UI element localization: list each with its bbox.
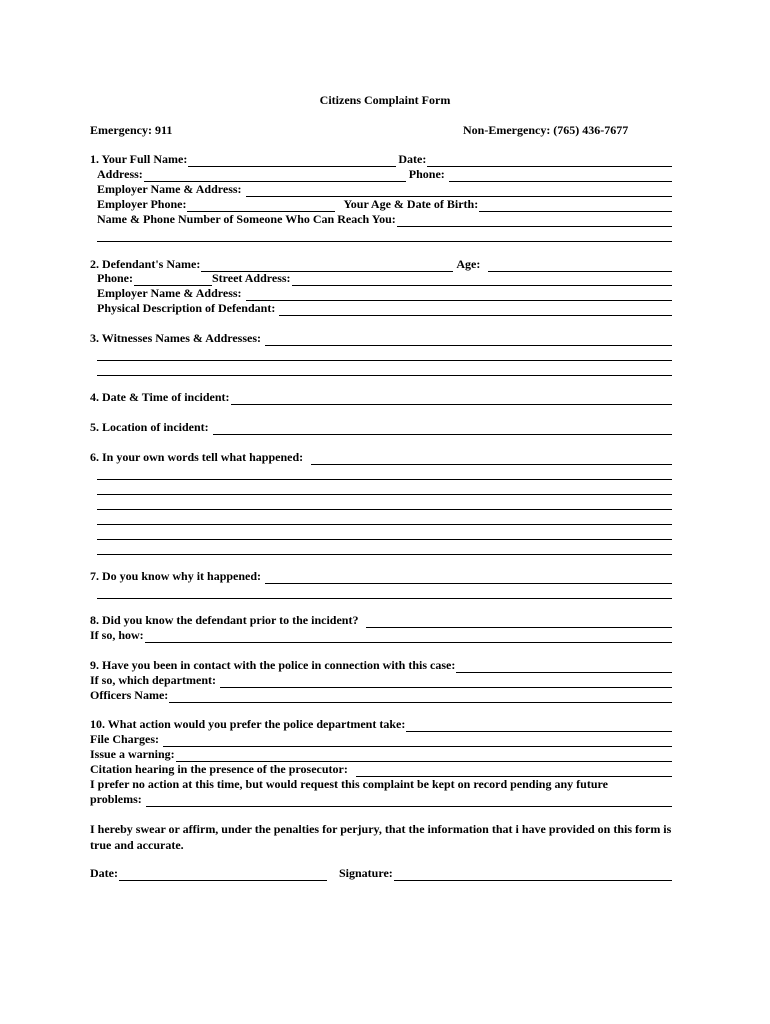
- defendant-name-label: 2. Defendant's Name:: [90, 257, 201, 271]
- own-words-row: [90, 450, 672, 465]
- why-row: [90, 569, 672, 584]
- own-words-extra-field-3[interactable]: [97, 498, 672, 510]
- signature-label: Signature:: [338, 866, 393, 880]
- own-words-extra-field-6[interactable]: [97, 543, 672, 555]
- reach-extra-row: [97, 227, 672, 242]
- physical-description-row: [97, 301, 672, 316]
- emergency-number: Emergency: 911: [90, 123, 173, 137]
- footer-date-label: Date:: [90, 866, 118, 880]
- defendant-phone-label: Phone:: [97, 271, 133, 285]
- witnesses-extra-field-1[interactable]: [97, 349, 672, 361]
- witnesses-label: 3. Witnesses Names & Addresses:: [90, 331, 262, 345]
- address-label: Address:: [97, 167, 143, 181]
- why-extra-row: [97, 584, 672, 599]
- file-charges-field[interactable]: [163, 735, 672, 747]
- why-extra-field[interactable]: [97, 587, 672, 599]
- witnesses-row: [90, 331, 672, 346]
- signature-row: [90, 866, 672, 881]
- date-field[interactable]: [427, 155, 672, 167]
- own-words-label: 6. In your own words tell what happened:: [90, 450, 304, 464]
- witnesses-field[interactable]: [265, 334, 672, 346]
- preferred-action-field[interactable]: [406, 720, 672, 732]
- knew-defendant-row: [90, 613, 672, 628]
- address-row: [97, 167, 672, 182]
- file-charges-label: File Charges:: [90, 732, 159, 746]
- full-name-label: 1. Your Full Name:: [90, 152, 188, 166]
- citation-row: [90, 762, 672, 777]
- location-row: [90, 420, 672, 435]
- employer-phone-field[interactable]: [187, 200, 335, 212]
- warning-field[interactable]: [176, 750, 672, 762]
- affirmation-statement: I hereby swear or affirm, under the penalties for perjury, that the information that i have provided on this form is true and accurate.: [90, 822, 672, 852]
- date-label: Date:: [398, 152, 427, 166]
- defendant-employer-field[interactable]: [246, 289, 672, 301]
- full-name-row: [90, 152, 672, 167]
- date-time-label: 4. Date & Time of incident:: [90, 390, 230, 404]
- signature-field[interactable]: [394, 869, 672, 881]
- department-label: If so, which department:: [90, 673, 216, 687]
- defendant-employer-row: [97, 286, 672, 301]
- witnesses-extra-field-2[interactable]: [97, 364, 672, 376]
- own-words-extra-row-4: [97, 510, 672, 525]
- employer-field[interactable]: [246, 185, 672, 197]
- reach-extra-field[interactable]: [97, 230, 672, 242]
- officers-field[interactable]: [169, 691, 672, 703]
- how-label: If so, how:: [90, 628, 144, 642]
- how-row: [90, 628, 672, 643]
- why-label: 7. Do you know why it happened:: [90, 569, 262, 583]
- street-address-field[interactable]: [292, 274, 672, 286]
- own-words-extra-field-5[interactable]: [97, 528, 672, 540]
- problems-row: [90, 792, 672, 807]
- citation-label: Citation hearing in the presence of the prosecutor:: [90, 762, 348, 776]
- witnesses-extra-row-1: [97, 346, 672, 361]
- preferred-action-row: [90, 717, 672, 732]
- employer-row: [97, 182, 672, 197]
- employer-phone-row: [97, 197, 672, 212]
- no-action-row: [90, 777, 672, 792]
- age-dob-field[interactable]: [479, 200, 672, 212]
- phone-field[interactable]: [449, 170, 672, 182]
- problems-field[interactable]: [146, 795, 672, 807]
- police-contact-label: 9. Have you been in contact with the police in connection with this case:: [90, 658, 456, 672]
- defendant-name-row: [90, 257, 672, 272]
- street-address-label: Street Address:: [212, 271, 291, 285]
- location-label: 5. Location of incident:: [90, 420, 209, 434]
- file-charges-row: [90, 732, 672, 747]
- reach-row: [97, 212, 672, 227]
- problems-label: problems:: [90, 792, 142, 806]
- own-words-extra-row-6: [97, 540, 672, 555]
- warning-label: Issue a warning:: [90, 747, 175, 761]
- own-words-extra-row-1: [97, 465, 672, 480]
- knew-defendant-field[interactable]: [366, 616, 672, 628]
- full-name-field[interactable]: [188, 155, 396, 167]
- witnesses-extra-row-2: [97, 361, 672, 376]
- officers-row: [90, 688, 672, 703]
- department-field[interactable]: [220, 676, 672, 688]
- date-time-row: [90, 390, 672, 405]
- own-words-field[interactable]: [311, 453, 672, 465]
- no-action-label: I prefer no action at this time, but would request this complaint be kept on record pending any future: [90, 777, 608, 791]
- own-words-extra-row-3: [97, 495, 672, 510]
- reach-label: Name & Phone Number of Someone Who Can Reach You:: [97, 212, 396, 226]
- employer-label: Employer Name & Address:: [97, 182, 242, 196]
- non-emergency-number: Non-Emergency: (765) 436-7677: [463, 123, 629, 137]
- date-time-field[interactable]: [231, 393, 672, 405]
- knew-defendant-label: 8. Did you know the defendant prior to the incident?: [90, 613, 359, 627]
- physical-description-label: Physical Description of Defendant:: [97, 301, 276, 315]
- own-words-extra-field-1[interactable]: [97, 468, 672, 480]
- reach-field[interactable]: [397, 215, 672, 227]
- own-words-extra-field-4[interactable]: [97, 513, 672, 525]
- police-contact-row: [90, 658, 672, 673]
- defendant-phone-field[interactable]: [134, 274, 212, 286]
- phone-label: Phone:: [408, 167, 445, 181]
- address-field[interactable]: [144, 170, 406, 182]
- officers-label: Officers Name:: [90, 688, 169, 702]
- age-dob-label: Your Age & Date of Birth:: [343, 197, 479, 211]
- warning-row: [90, 747, 672, 762]
- why-field[interactable]: [265, 572, 672, 584]
- own-words-extra-row-5: [97, 525, 672, 540]
- form-title: Citizens Complaint Form: [319, 93, 451, 107]
- physical-description-field[interactable]: [279, 304, 672, 316]
- location-field[interactable]: [213, 423, 672, 435]
- citation-field[interactable]: [356, 765, 672, 777]
- preferred-action-label: 10. What action would you prefer the police department take:: [90, 717, 406, 731]
- defendant-employer-label: Employer Name & Address:: [97, 286, 242, 300]
- employer-phone-label: Employer Phone:: [97, 197, 187, 211]
- own-words-extra-row-2: [97, 480, 672, 495]
- police-contact-field[interactable]: [456, 661, 672, 673]
- footer-date-field[interactable]: [119, 869, 327, 881]
- defendant-phone-row: [97, 271, 672, 286]
- defendant-age-label: Age:: [456, 257, 481, 271]
- department-row: [90, 673, 672, 688]
- how-field[interactable]: [145, 631, 672, 643]
- own-words-extra-field-2[interactable]: [97, 483, 672, 495]
